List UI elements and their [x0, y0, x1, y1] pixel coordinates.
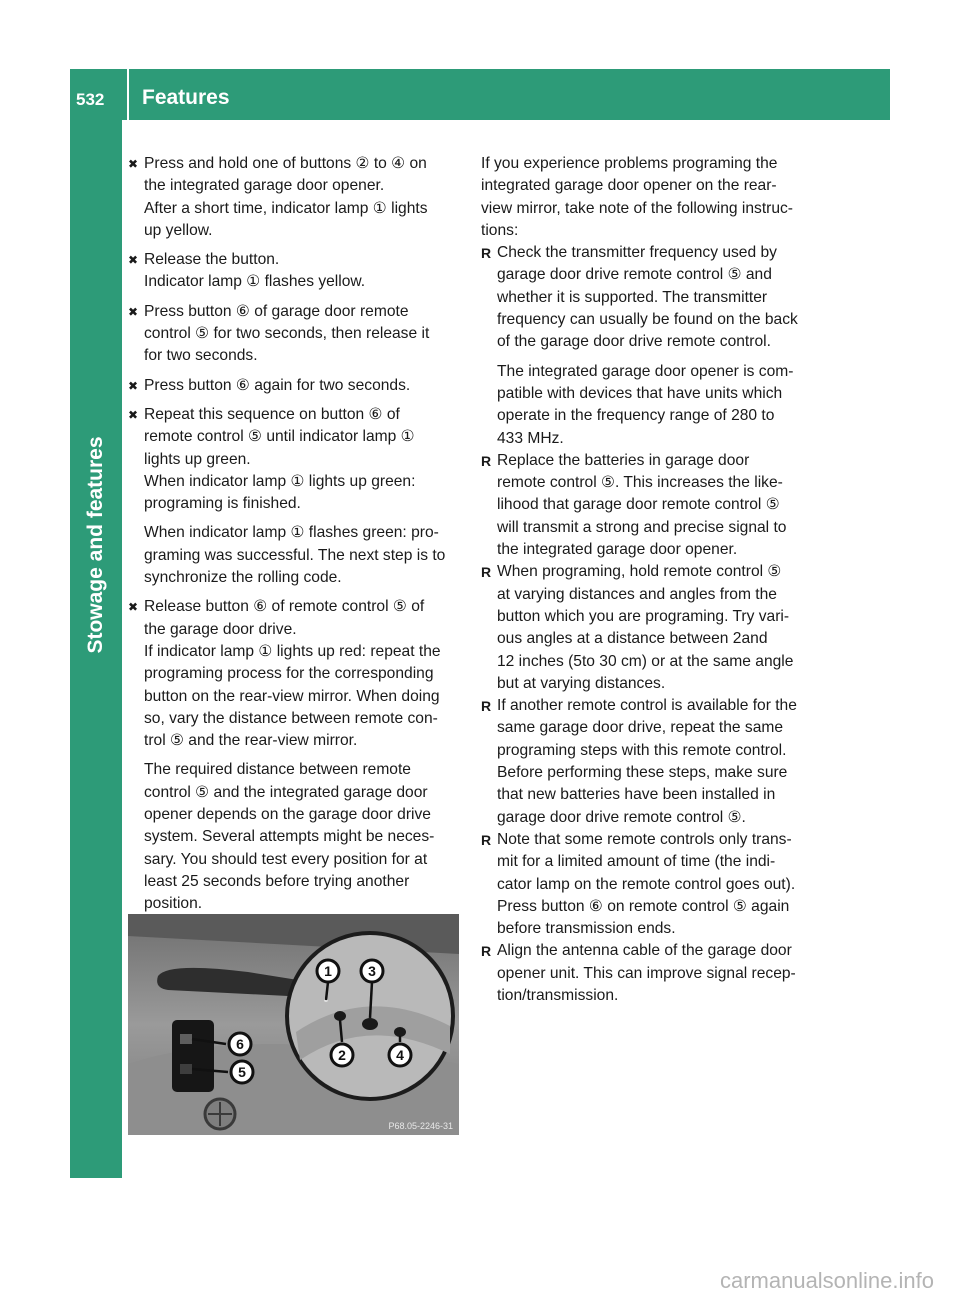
bullet-line: Replace the batteries in garage door	[497, 451, 750, 469]
bullet-line: tion/transmission.	[497, 986, 619, 1004]
bullet-line: programing steps with this remote control.	[497, 741, 787, 759]
figure-illustration	[128, 914, 459, 1135]
note-line: patible with devices that have units which	[497, 384, 783, 402]
tip-bullet	[481, 561, 814, 695]
garage-door-opener-figure	[128, 914, 459, 1135]
bullet-line: 12 inches (5to 30 cm) or at the same angle	[497, 652, 794, 670]
callout-label-2: 2	[338, 1047, 346, 1063]
bullet-r-icon: R	[481, 943, 492, 960]
step-line: If indicator lamp ① lights up red: repeat the	[144, 642, 441, 660]
bullet-line: that new batteries have been installed in	[497, 786, 776, 804]
intro-line: view mirror, take note of the following instruc-	[481, 199, 794, 217]
bullet-line: frequency can usually be found on the back	[497, 311, 798, 329]
bullet-line: garage door drive remote control ⑤.	[497, 808, 746, 826]
callout-label-5: 5	[238, 1064, 246, 1080]
callout-label-1: 1	[324, 963, 332, 979]
bullet-line: but at varying distances.	[497, 674, 666, 692]
step-line: button on the rear-view mirror. When doing	[144, 687, 440, 705]
step-line: Release button ⑥ of remote control ⑤ of	[144, 598, 425, 616]
step-arrow-icon: ✖	[128, 378, 139, 393]
bullet-line: will transmit a strong and precise signal to	[497, 518, 787, 536]
note-line: When indicator lamp ① flashes green: pro-	[144, 524, 439, 542]
step-arrow-icon: ✖	[128, 304, 139, 319]
button-2-shape	[334, 1011, 346, 1021]
button-3-shape	[362, 1018, 378, 1030]
step-line: Repeat this sequence on button ⑥ of	[144, 405, 400, 423]
note-line: graming was successful. The next step is to	[144, 546, 446, 564]
bullet-r-icon: R	[481, 245, 492, 262]
remote-control	[172, 1020, 214, 1092]
instruction-step	[128, 375, 461, 397]
note-line: operate in the frequency range of 280 to	[497, 407, 775, 425]
step-arrow-icon: ✖	[128, 253, 139, 268]
tip-bullet	[481, 450, 814, 561]
note-line: sary. You should test every position for at	[144, 850, 428, 868]
step-line: trol ⑤ and the rear-view mirror.	[144, 732, 358, 750]
step-line: Press button ⑥ of garage door remote	[144, 302, 409, 320]
note-line: system. Several attempts might be neces-	[144, 828, 435, 846]
step-arrow-icon: ✖	[128, 600, 139, 615]
header-divider	[127, 69, 129, 120]
bullet-r-icon: R	[481, 564, 492, 581]
bullet-line: same garage door drive, repeat the same	[497, 719, 784, 737]
step-arrow-icon: ✖	[128, 407, 139, 422]
bullet-line: Note that some remote controls only trans-	[497, 830, 792, 848]
remote-button-6	[180, 1034, 192, 1044]
note-line: The integrated garage door opener is com-	[497, 362, 794, 380]
step-line: the garage door drive.	[144, 620, 297, 638]
remote-button-5	[180, 1064, 192, 1074]
bullet-line: Check the transmitter frequency used by	[497, 244, 777, 262]
step-line: When indicator lamp ① lights up green:	[144, 472, 416, 490]
right-column	[481, 153, 814, 1007]
bullet-line: When programing, hold remote control ⑤	[497, 563, 782, 581]
note-line: 433 MHz.	[497, 429, 564, 447]
tip-bullet	[481, 695, 814, 829]
bullet-line: ous angles at a distance between 2and	[497, 630, 768, 648]
bullet-line: at varying distances and angles from the	[497, 585, 777, 603]
note-line: control ⑤ and the integrated garage door	[144, 783, 428, 801]
bullet-line: Before performing these steps, make sure	[497, 764, 788, 782]
intro-line: integrated garage door opener on the rear-	[481, 177, 777, 195]
intro-line: If you experience problems programing the	[481, 155, 778, 172]
step-line: programing is finished.	[144, 495, 301, 513]
note-line: opener depends on the garage door drive	[144, 806, 431, 824]
bullet-line: of the garage door drive remote control.	[497, 333, 771, 351]
tip-bullet	[481, 829, 814, 940]
instruction-step	[128, 404, 461, 515]
instruction-step	[128, 301, 461, 368]
step-line: remote control ⑤ until indicator lamp ①	[144, 428, 415, 446]
section-tab-label: Stowage and features	[84, 436, 107, 654]
bullet-line: Align the antenna cable of the garage door	[497, 942, 792, 960]
step-line: Indicator lamp ① flashes yellow.	[144, 273, 366, 291]
step-line: up yellow.	[144, 221, 213, 239]
note-line: position.	[144, 895, 203, 913]
bullet-line: button which you are programing. Try vari-	[497, 607, 790, 625]
bullet-line: If another remote control is available for the	[497, 697, 797, 715]
intro-line: tions:	[481, 221, 519, 239]
bullet-r-icon: R	[481, 452, 492, 469]
bullet-line: the integrated garage door opener.	[497, 541, 738, 559]
step-line: Press and hold one of buttons ② to ④ on	[144, 155, 427, 172]
step-line: control ⑤ for two seconds, then release it	[144, 325, 430, 343]
step-arrow-icon: ✖	[128, 157, 139, 171]
bullet-line: before transmission ends.	[497, 920, 676, 938]
instruction-step	[128, 153, 461, 242]
step-note	[128, 522, 461, 589]
bullet-line: lihood that garage door remote control ⑤	[497, 496, 780, 514]
page-number: 532	[76, 90, 105, 109]
bullet-line: mit for a limited amount of time (the indi-	[497, 853, 776, 871]
step-line: lights up green.	[144, 450, 251, 468]
bullet-line: whether it is supported. The transmitter	[497, 288, 768, 306]
bullet-line: Press button ⑥ on remote control ⑤ again	[497, 897, 790, 915]
instruction-step	[128, 249, 461, 294]
step-line: Press button ⑥ again for two seconds.	[144, 376, 411, 394]
left-column	[128, 153, 461, 947]
intro-paragraph	[481, 153, 814, 242]
site-watermark: carmanualsonline.info	[719, 1268, 934, 1293]
note-line: The required distance between remote	[144, 761, 411, 779]
tip-bullet	[481, 242, 814, 353]
bullet-r-icon: R	[481, 698, 492, 715]
bullet-line: cator lamp on the remote control goes out).	[497, 875, 796, 893]
step-line: the integrated garage door opener.	[144, 177, 385, 195]
step-note	[128, 759, 461, 915]
callout-label-3: 3	[368, 963, 376, 979]
step-line: for two seconds.	[144, 347, 258, 365]
callout-label-4: 4	[396, 1047, 404, 1063]
step-line: Release the button.	[144, 251, 280, 269]
tip-bullet	[481, 940, 814, 1007]
step-line: so, vary the distance between remote con-	[144, 709, 438, 727]
bullet-note	[481, 361, 814, 450]
step-line: After a short time, indicator lamp ① lights	[144, 199, 428, 217]
figure-caption: P68.05-2246-31	[388, 1121, 453, 1131]
step-line: programing process for the corresponding	[144, 665, 434, 683]
callout-label-6: 6	[236, 1036, 244, 1052]
bullet-line: remote control ⑤. This increases the like-	[497, 474, 783, 492]
note-line: synchronize the rolling code.	[144, 569, 342, 587]
page-title: Features	[142, 86, 230, 109]
note-line: least 25 seconds before trying another	[144, 872, 410, 890]
instruction-step	[128, 596, 461, 752]
bullet-r-icon: R	[481, 831, 492, 848]
bullet-line: garage door drive remote control ⑤ and	[497, 266, 772, 284]
button-4-shape	[394, 1027, 406, 1037]
bullet-line: opener unit. This can improve signal recep-	[497, 964, 796, 982]
